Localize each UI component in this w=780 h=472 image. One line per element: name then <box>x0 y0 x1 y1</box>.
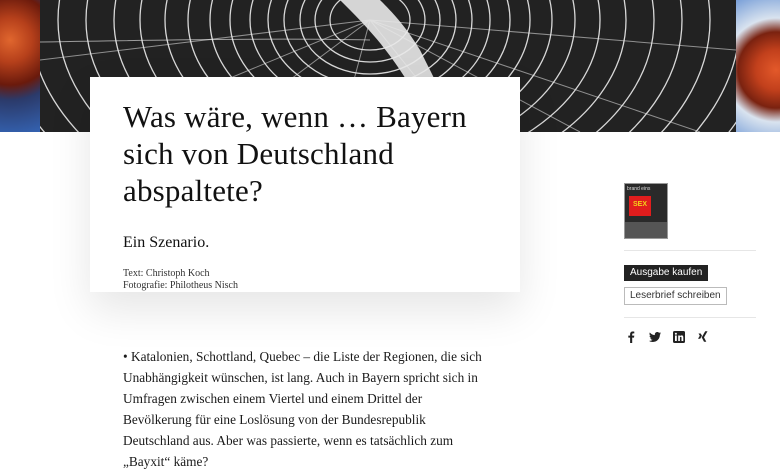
hero-image-right-edge <box>736 0 780 132</box>
xing-icon[interactable] <box>696 330 710 344</box>
buy-issue-button[interactable]: Ausgabe kaufen <box>624 265 708 281</box>
sidebar-divider <box>624 317 756 318</box>
photo-credit: Fotografie: Philotheus Nisch <box>123 280 238 291</box>
article-title: Was wäre, wenn … Bayern sich von Deutschland abspaltete? <box>123 99 467 208</box>
sidebar-divider <box>624 250 756 251</box>
cover-badge: SEX <box>633 201 648 208</box>
write-letter-button[interactable]: Leserbrief schreiben <box>624 287 727 305</box>
hero-image-left-edge <box>0 0 40 132</box>
article-subtitle: Ein Szenario. <box>123 234 210 251</box>
linkedin-icon[interactable] <box>672 330 686 344</box>
article-credits <box>123 268 238 292</box>
magazine-cover-thumbnail[interactable] <box>624 183 668 239</box>
text-credit: Text: Christoph Koch <box>123 268 210 279</box>
facebook-icon[interactable] <box>624 330 638 344</box>
cover-band <box>625 222 667 238</box>
twitter-icon[interactable] <box>648 330 662 344</box>
article-intro: • Katalonien, Schottland, Quebec – die Liste der Regionen, die sich Unabhängigkeit wünschen, ist lang. Auch in Bayern spricht sich in Umfragen zwischen einem Viertel und einem Drittel der Bevölkerung für eine Loslösung von der Bundesrepublik Deutschland aus. Aber was passierte, wenn es tatsächlich zum „Bayxit“ käme? <box>123 349 482 469</box>
cover-brand: brand eins <box>627 186 651 192</box>
share-icons <box>624 330 710 344</box>
